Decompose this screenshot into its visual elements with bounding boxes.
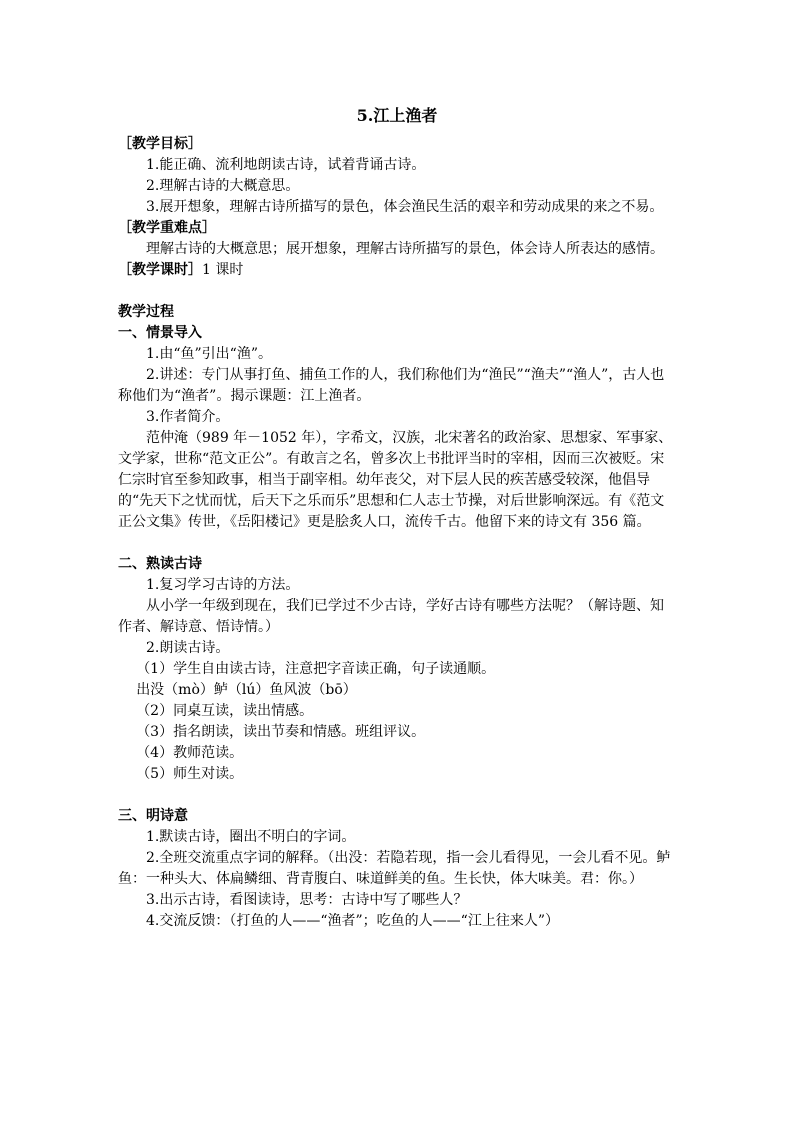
goals-label: ［教学目标］ [118,136,202,152]
section2-subitem: （4）教师范读。 [136,745,244,761]
section2-subitem: （3）指名朗读，读出节奏和情感。班组评议。 [136,724,426,740]
section3-title: 三、明诗意 [118,808,188,824]
pronunciation-note: 出没（mò）鲈（lú）鱼风波（bō） [136,682,357,698]
section2-subitem: （5）师生对读。 [136,766,244,782]
section3-item: 2.全班交流重点字词的解释。（出没：若隐若现，指一会儿看得见，一会儿看不见。鲈鱼：一种头大、体扁鳞细、背青腹白、味道鲜美的鱼。生长快，体大味美。君：你。） [118,850,671,887]
section3-item: 4.交流反馈：（打鱼的人——“渔者”；吃鱼的人——“江上往来人”） [146,913,559,929]
spacer [118,533,676,554]
author-bio: 范仲淹（989 年－1052 年），字希文，汉族，北宋著名的政治家、思想家、军事家、文学家，世称“范文正公”。有敢言之名，曾多次上书批评当时的宰相，因而三次被贬。宋仁宗时官至参知政事，相当于副宰相。幼年丧父，对下层人民的疾苦感受较深，他倡导的“先天下之忧而忧，后天下之乐而乐”思想和仁人志士节操，对后世影响深远。有《范文正公文集》传世，《岳阳楼记》更是脍炙人口，流传千古。他留下来的诗文有 356 篇。 [118,430,673,530]
hours-value: 1 课时 [202,262,244,278]
spacer [118,281,676,302]
section2-title: 二、熟读古诗 [118,556,202,572]
section2-subitem: （2）同桌互读，读出情感。 [136,703,314,719]
section3-item: 3.出示古诗，看图读诗，思考：古诗中写了哪些人？ [146,892,468,908]
spacer [118,785,676,806]
goal-item: 1.能正确、流利地朗读古诗，试着背诵古诗。 [146,157,426,173]
section1-title: 一、情景导入 [118,325,202,341]
section2-item: 1.复习学习古诗的方法。 [146,577,300,593]
keypoints-text: 理解古诗的大概意思；展开想象，理解古诗所描写的景色，体会诗人所表达的感情。 [146,241,664,257]
section2-item: 2.朗读古诗。 [146,640,230,656]
section3-item: 1.默读古诗，圈出不明白的字词。 [146,829,356,845]
section1-item: 3.作者简介。 [146,409,230,425]
goal-item: 3.展开想象，理解古诗所描写的景色，体会渔民生活的艰辛和劳动成果的来之不易。 [146,199,664,215]
page-title: 5.江上渔者 [356,106,438,125]
hours-label: ［教学课时］ [118,262,202,278]
section1-item: 2.讲述：专门从事打鱼、捕鱼工作的人，我们称他们为“渔民”“渔夫”“渔人”，古人也称他们为“渔者”。揭示课题：江上渔者。 [118,367,665,404]
process-title: 教学过程 [118,304,174,320]
keypoints-label: ［教学重难点］ [118,220,216,236]
section2-item: 从小学一年级到现在，我们已学过不少古诗，学好古诗有哪些方法呢？（解诗题、知作者、解诗意、悟诗情。） [118,598,664,635]
goal-item: 2.理解古诗的大概意思。 [146,178,300,194]
section1-item: 1.由“鱼”引出“渔”。 [146,346,272,362]
section2-subitem: （1）学生自由读古诗，注意把字音读正确，句子读通顺。 [136,661,496,677]
hours-line [118,260,676,281]
